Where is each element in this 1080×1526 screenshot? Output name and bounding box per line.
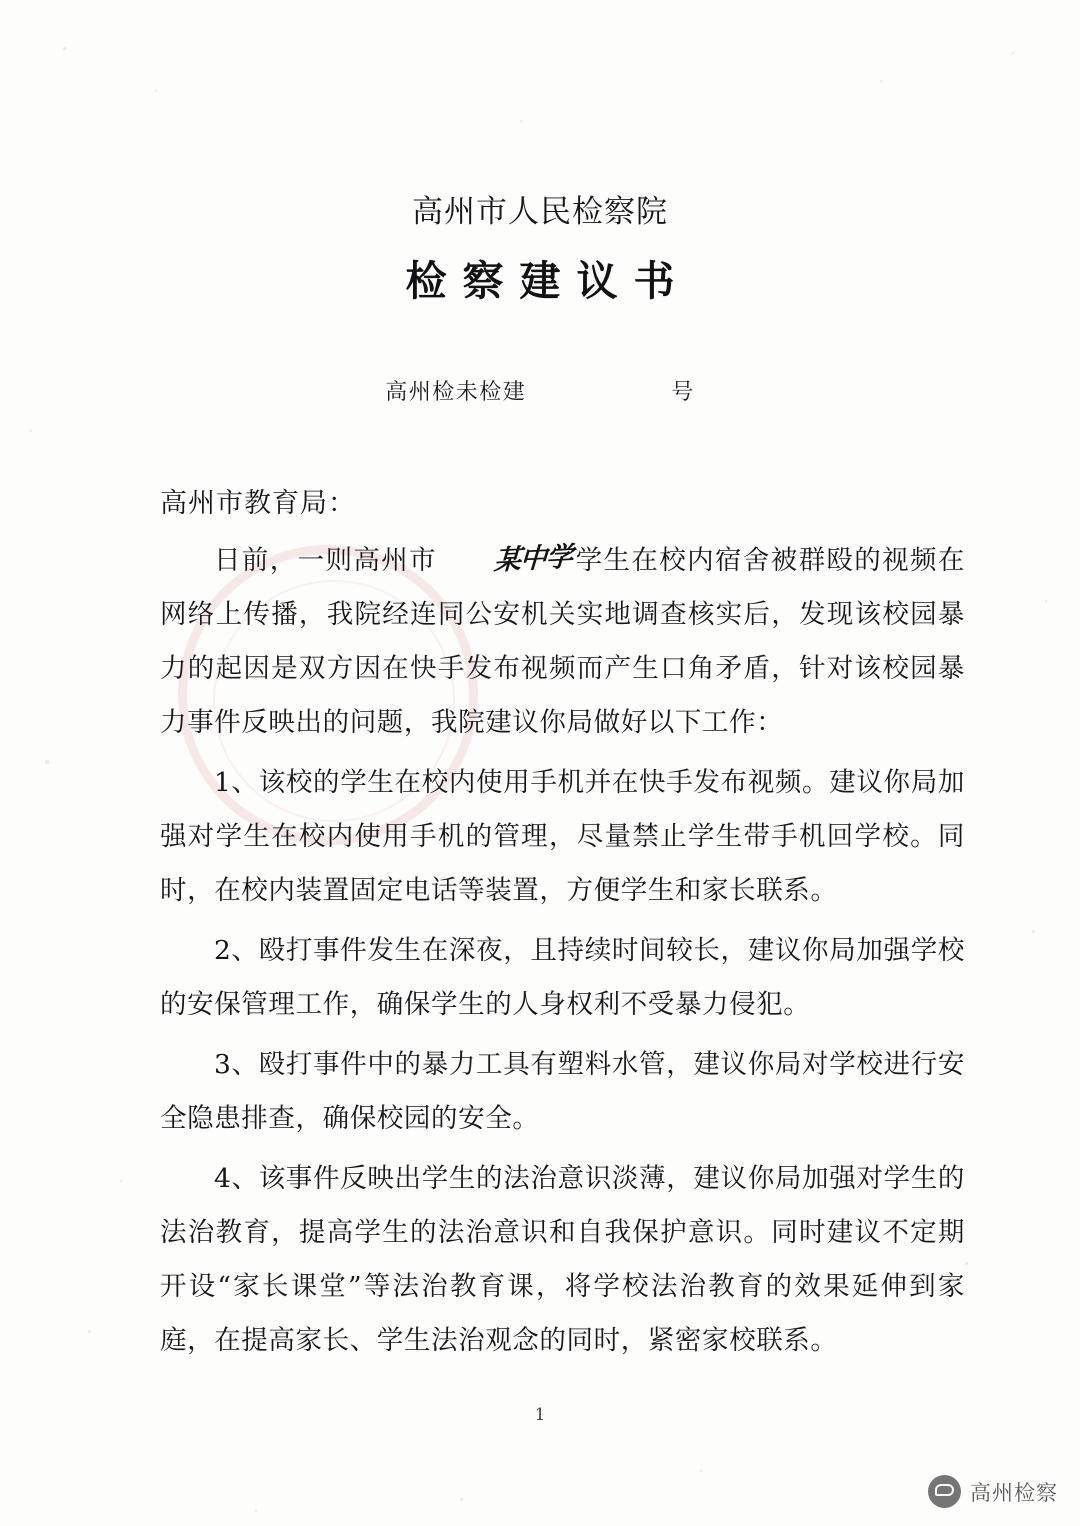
document-body <box>160 534 965 1368</box>
document-title: 检察建议书 <box>405 256 691 305</box>
page-number: 1 <box>534 1405 546 1425</box>
scan-artifact <box>1045 600 1047 602</box>
document-number-blank <box>526 375 671 406</box>
document-number-line <box>0 375 1080 406</box>
scan-artifact <box>520 120 522 122</box>
scan-artifact <box>30 430 32 432</box>
paragraph-intro <box>160 534 965 750</box>
document-number-suffix: 号 <box>671 380 695 405</box>
scan-artifact <box>120 1180 122 1182</box>
scan-artifact <box>155 90 157 92</box>
paragraph-item-2: 2、殴打事件发生在深夜，且持续时间较长，建议你局加强学校的安保管理工作，确保学生的人身权利不受暴力侵犯。 <box>160 935 965 1020</box>
scan-artifact <box>88 1330 91 1333</box>
scan-artifact <box>460 1498 463 1501</box>
paragraph-item-4: 4、该事件反映出学生的法治意识淡薄，建议你局加强对学生的法治教育，提高学生的法治意识和自我保护意识。同时建议不定期开设“家长课堂”等法治教育课，将学校法治教育的效果延伸到家庭，在提高家长、学生法治观念的同时，紧密家校联系。 <box>160 1163 965 1356</box>
paragraph-item-1: 1、该校的学生在校内使用手机并在快手发布视频。建议你局加强对学生在校内使用手机的管理，尽量禁止学生带手机回学校。同时，在校内装置固定电话等装置，方便学生和家长联系。 <box>160 767 965 906</box>
scan-artifact <box>880 80 882 82</box>
paragraph-intro-part-1: 日前，一则高州市 <box>214 545 437 576</box>
issuing-organization: 高州市人民检察院 <box>412 194 668 230</box>
scan-artifact <box>1032 930 1035 933</box>
wechat-icon <box>928 1475 961 1508</box>
handwritten-redaction-school-name: 某中学 <box>493 541 573 577</box>
scan-artifact <box>965 1262 968 1265</box>
scan-artifact <box>700 1470 702 1472</box>
addressee: 高州市教育局： <box>160 488 356 519</box>
scan-artifact <box>45 760 49 764</box>
document-header <box>0 193 1080 307</box>
paragraph-item-3: 3、殴打事件中的暴力工具有塑料水管，建议你局对学校进行安全隐患排查，确保校园的安全。 <box>160 1049 965 1134</box>
watermark-badge <box>928 1475 1058 1508</box>
paragraph-intro-part-2: 学生在校内宿舍被群殴的视频在网络上传播，我院经连同公安机关实地调查核实后，发现该校园暴力的起因是双方因在快手发布视频而产生口角矛盾，针对该校园暴力事件反映出的问题，我院建议你局做好以下工作： <box>160 545 965 738</box>
scan-artifact <box>1012 52 1014 54</box>
scan-artifact <box>63 47 66 50</box>
watermark-label: 高州检察 <box>970 1480 1058 1505</box>
document-number-label: 高州检未检建 <box>385 380 527 405</box>
scan-artifact <box>255 1510 257 1512</box>
